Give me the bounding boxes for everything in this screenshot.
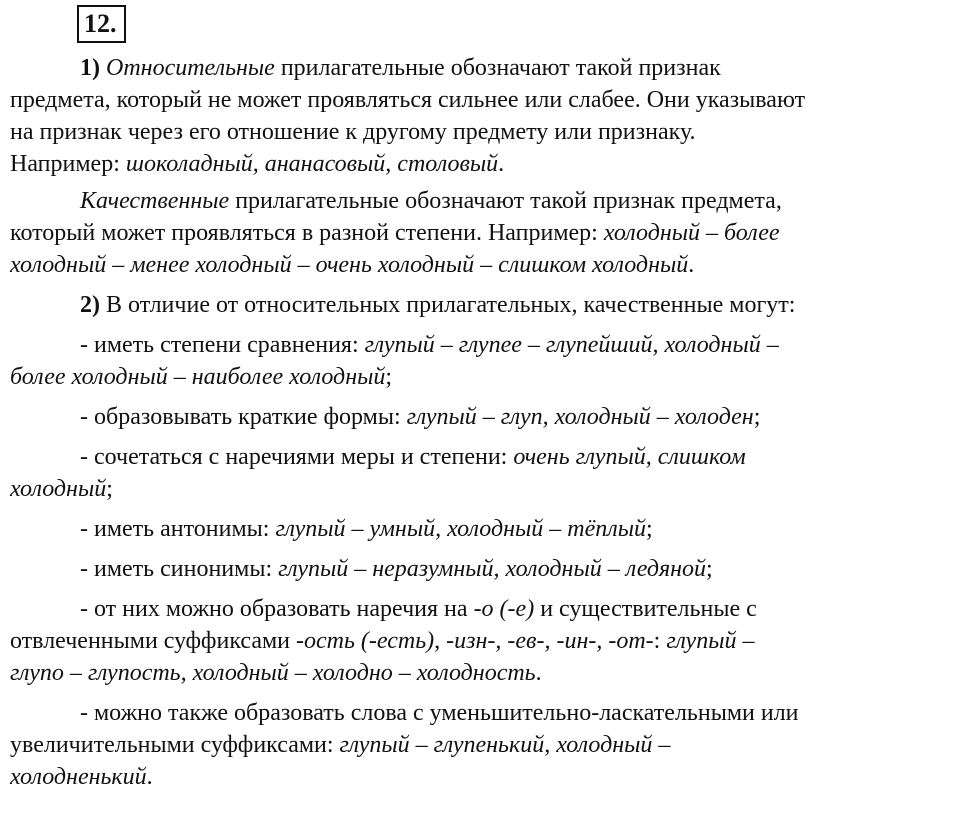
example: холодненький <box>10 764 147 790</box>
text-line <box>10 593 935 625</box>
exercise-number: 12. <box>77 5 126 43</box>
punct: . <box>146 764 153 790</box>
text-line <box>10 401 935 433</box>
text: и существительные с <box>534 596 757 622</box>
text-line <box>10 729 935 761</box>
text-line <box>10 148 935 180</box>
text-line: на признак через его отношение к другому предмету или признаку. <box>10 119 696 145</box>
text-line <box>10 217 935 249</box>
text: - иметь антонимы: <box>80 516 276 542</box>
suffix: -ость (-есть), -изн-, -ев-, -ин-, -от- <box>296 628 654 654</box>
text-line <box>10 473 935 505</box>
list-item-derivation <box>10 593 935 689</box>
paragraph-relative-adjectives <box>10 52 935 180</box>
text-line <box>10 52 935 84</box>
example: глупый – неразумный, холодный – ледяной <box>278 556 707 582</box>
text-line <box>10 625 935 657</box>
punct: ; <box>385 364 393 390</box>
point-number: 2) <box>80 292 100 318</box>
text: отвлеченными суффиксами <box>10 628 297 654</box>
text-line <box>10 249 935 281</box>
punct: ; <box>106 476 113 502</box>
example: глупый – глупее – глупейший, холодный – <box>364 332 779 358</box>
example: глупый – глупенький, холодный – <box>339 732 671 758</box>
punct: . <box>498 151 505 177</box>
text: - иметь синонимы: <box>80 556 279 582</box>
text: - сочетаться с наречиями меры и степени: <box>80 444 514 470</box>
text: - иметь степени сравнения: <box>80 332 365 358</box>
text: увеличительными суффиксами: <box>10 732 340 758</box>
suffix: -о (-е) <box>473 596 535 622</box>
text-line <box>10 441 935 473</box>
punct: : <box>653 628 667 654</box>
list-item-synonyms <box>10 553 935 585</box>
list-item-short-forms <box>10 401 935 433</box>
example: глупо – глупость, холодный – холодно – холодность <box>10 660 536 686</box>
text-line: - можно также образовать слова с уменьшительно-ласкательными или <box>80 700 799 726</box>
text-line <box>10 361 935 393</box>
text-line <box>10 513 935 545</box>
text-line: предмета, который не может проявляться сильнее или слабее. Они указывают <box>10 87 806 113</box>
text: прилагательные обозначают такой признак предмета, <box>229 188 782 214</box>
punct: . <box>535 660 542 686</box>
list-item-adverbs-of-degree <box>10 441 935 505</box>
text-line <box>10 657 935 689</box>
term: Относительные <box>106 55 275 81</box>
text-line <box>10 553 935 585</box>
example: холодный – более <box>603 220 780 246</box>
punct: ; <box>646 516 653 542</box>
paragraph-qualitative-adjectives <box>10 185 935 281</box>
example: глупый – <box>666 628 755 654</box>
term: Качественные <box>80 188 230 214</box>
text-line <box>10 185 935 217</box>
paragraph-differences <box>10 289 935 321</box>
text-line <box>10 761 935 793</box>
text: прилагательные обозначают такой признак <box>274 55 721 81</box>
example: глупый – умный, холодный – тёплый <box>275 516 646 542</box>
text: - образовывать краткие формы: <box>80 404 407 430</box>
example: очень глупый, слишком <box>513 444 746 470</box>
punct: ; <box>706 556 713 582</box>
text-line <box>10 289 935 321</box>
punct: . <box>688 252 695 278</box>
text-line <box>10 329 935 361</box>
list-item-degrees <box>10 329 935 393</box>
list-item-diminutives <box>10 697 935 793</box>
example: холодный – менее холодный – очень холодный – слишком холодный <box>10 252 689 278</box>
example: глупый – глуп, холодный – холоден <box>406 404 754 430</box>
example: более холодный – наиболее холодный <box>10 364 386 390</box>
text: - от них можно образовать наречия на <box>80 596 474 622</box>
example: холодный <box>10 476 107 502</box>
list-item-antonyms <box>10 513 935 545</box>
text: Например: <box>10 151 126 177</box>
point-number: 1) <box>80 55 100 81</box>
punct: ; <box>753 404 761 430</box>
text: который может проявляться в разной степени. Например: <box>10 220 604 246</box>
text: В отличие от относительных прилагательных, качественные могут: <box>100 292 796 318</box>
example: шоколадный, ананасовый, столовый <box>125 151 499 177</box>
answer-text <box>10 52 935 798</box>
